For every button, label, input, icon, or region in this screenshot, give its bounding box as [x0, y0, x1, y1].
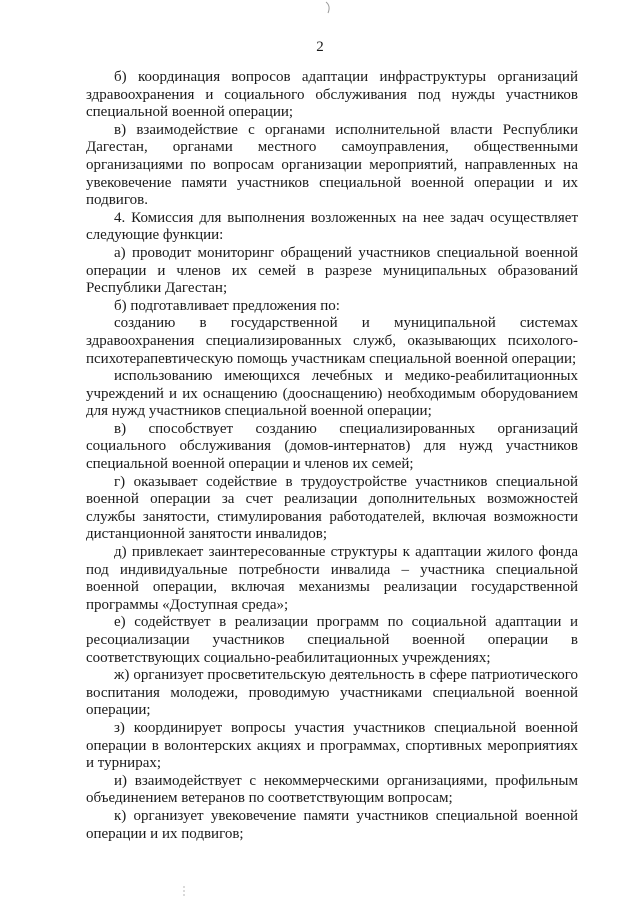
paragraph-e-adaptation: е) содействует в реализации программ по социальной адаптации и ресоциализации участников специальной военной операции в соответствующих социально-реабилитационных учреждениях;	[86, 614, 578, 666]
paragraph-i-ngo: и) взаимодействует с некоммерческими организациями, профильным объединением ветеранов по соответствующим вопросам;	[86, 772, 578, 807]
document-body	[86, 69, 578, 843]
paragraph-b-coordination: б) координация вопросов адаптации инфраструктуры организаций здравоохранения и социального обслуживания под нужды участников специальной военной операции;	[86, 69, 578, 121]
page-number: 2	[316, 39, 324, 55]
paragraph-zh-education: ж) организует просветительскую деятельность в сфере патриотического воспитания молодежи, проводимую участниками специальной военной операции;	[86, 667, 578, 719]
paragraph-4-functions: 4. Комиссия для выполнения возложенных на нее задач осуществляет следующие функции:	[86, 209, 578, 244]
paragraph-use-institutions: использованию имеющихся лечебных и медико-реабилитационных учреждений и их оснащению (дооснащению) необходимым оборудованием для нужд участников специальной военной операции;	[86, 368, 578, 420]
paragraph-g-employment: г) оказывает содействие в трудоустройстве участников специальной военной операции за счет реализации дополнительных возможностей службы занятости, стимулирования работодателей, включая возможности дистанционной занятости инвалидов;	[86, 473, 578, 543]
scan-artifact-mark	[180, 885, 188, 899]
paragraph-d-housing: д) привлекает заинтересованные структуры к адаптации жилого фонда под индивидуальные потребности инвалида – участника специальной военной операции, включая механизмы реализации государственной программы «Доступная среда»;	[86, 544, 578, 613]
paragraph-a-monitoring: а) проводит мониторинг обращений участников специальной военной операции и членов их семей в разрезе муниципальных образований Республики Дагестан;	[86, 244, 578, 297]
paragraph-v-social-service: в) способствует созданию специализированных организаций социального обслуживания (домов-интернатов) для нужд участников специальной военной операции и членов их семей;	[86, 420, 578, 473]
paragraph-z-volunteering: з) координирует вопросы участия участников специальной военной операции в волонтерских акциях и программах, спортивных мероприятиях и турнирах;	[86, 719, 578, 772]
paragraph-b-proposals: б) подготавливает предложения по:	[114, 297, 340, 314]
paragraph-v-interaction: в) взаимодействие с органами исполнительной власти Республики Дагестан, органами местного самоуправления, общественными организациями по вопросам организации мероприятий, направленных на увековечение памяти участников специальной военной операции и их подвигов.	[86, 121, 578, 209]
scan-artifact-mark	[322, 0, 336, 16]
paragraph-k-memory: к) организует увековечение памяти участников специальной военной операции и их подвигов;	[86, 807, 578, 842]
paragraph-creation-services: созданию в государственной и муниципальной системах здравоохранения специализированных служб, оказывающих психолого-психотерапевтическую помощь участникам специальной военной операции;	[86, 315, 578, 367]
